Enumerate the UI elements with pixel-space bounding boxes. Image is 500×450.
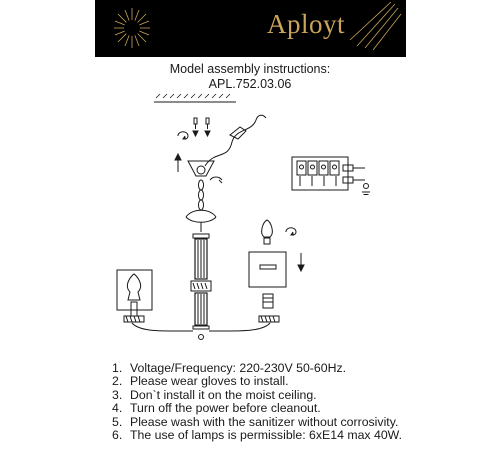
list-item [112,389,402,402]
step-number: 6. [112,427,123,442]
step-text: The use of lamps is permissible: 6xE14 max 40W. [130,427,403,442]
step-text: Voltage/Frequency: 220-230V 50-60Hz. [130,361,347,375]
power-cable [205,115,266,166]
up-arrow-icon [175,154,181,172]
ceiling-canopy [188,161,214,176]
ground-icon [362,184,370,195]
hook-clip [210,177,222,180]
step-text: Please wear gloves to install. [130,374,289,389]
list-item [112,375,402,388]
rotate-arrow-icon [286,228,296,235]
terminal-block-icon [292,157,365,190]
ceiling-hatch [154,94,236,102]
e14-bulb-icon [262,220,273,244]
step-text: Don`t install it on the moist ceiling. [130,387,317,402]
list-item [112,362,402,375]
step-text: Please wash with the sanitizer without corrosivity. [130,414,399,429]
list-item [112,402,402,415]
list-item [112,429,402,442]
step-number: 2. [112,374,123,389]
step-number: 3. [112,387,123,402]
lampshade-icon [117,270,152,316]
instructions-title: Model assembly instructions: [169,62,331,76]
step-number: 4. [112,401,123,416]
brand-name: Aployt [267,9,346,39]
step-text: Turn off the power before cleanout. [130,401,321,416]
rotate-arrow-icon [178,132,188,139]
step-number: 5. [112,414,123,429]
down-arrow-icon [298,253,304,271]
list-item [112,416,402,429]
suspension-chain [186,180,216,222]
instruction-list [112,362,402,442]
step-number: 1. [112,361,123,375]
model-number: APL.752.03.06 [208,77,292,91]
right-lampshade [249,252,286,308]
central-stem [191,222,211,340]
wall-anchor-icon [193,118,210,136]
